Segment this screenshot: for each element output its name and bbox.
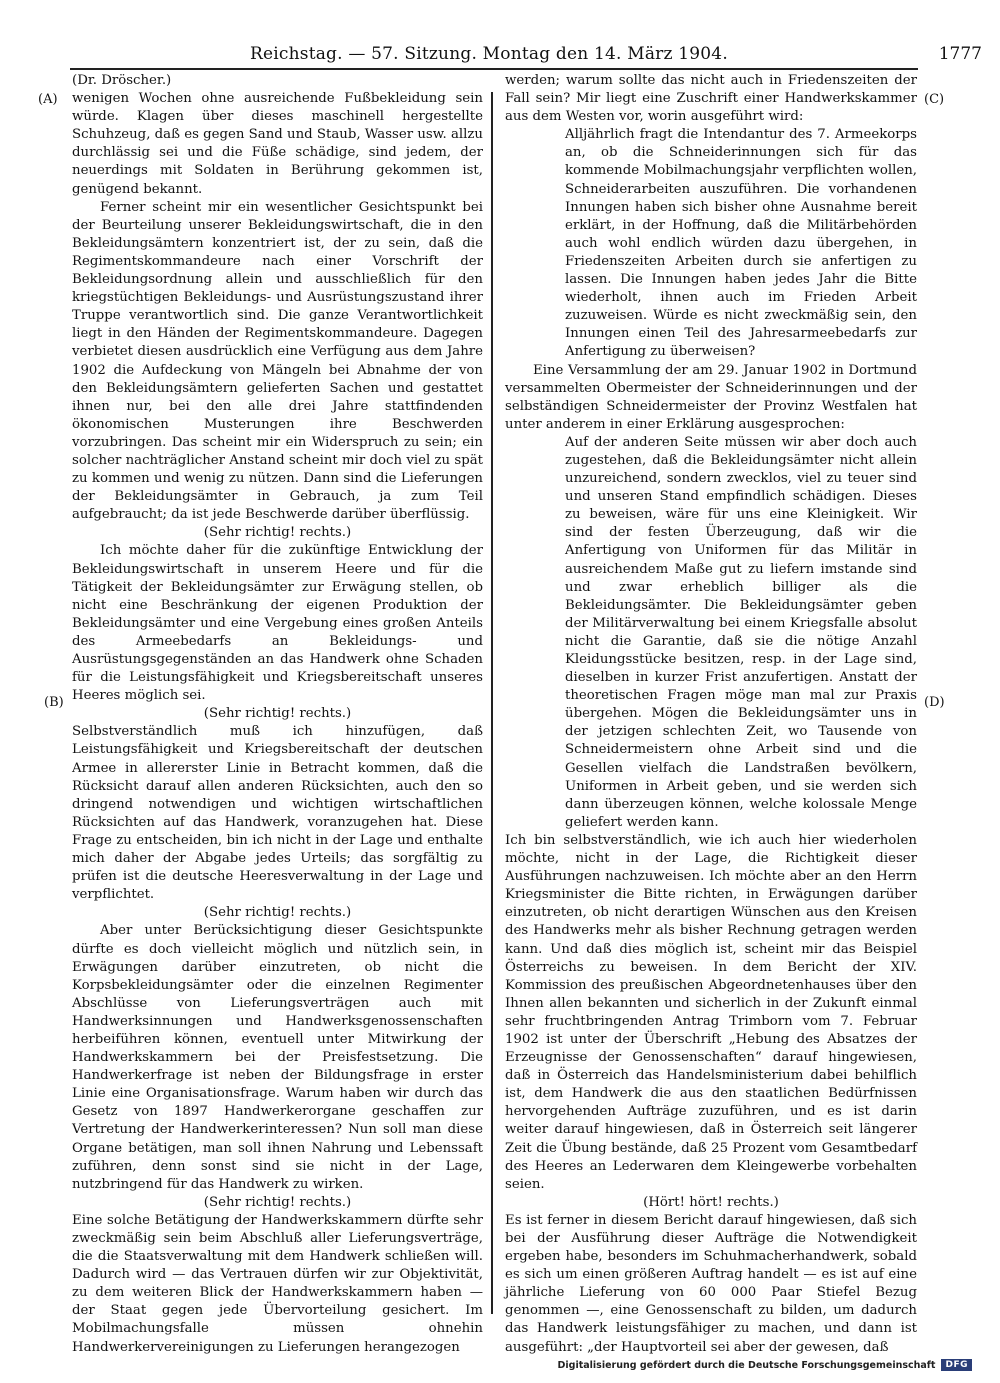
interjection: (Sehr richtig! rechts.) xyxy=(203,905,352,921)
margin-marker-c: (C) xyxy=(924,92,945,107)
margin-marker-d: (D) xyxy=(924,695,945,710)
paragraph: Eine solche Betätigung der Handwerkskammern dürfte sehr zweckmäßig sein beim Abschluß aller Lieferungsverträge, die die Staatsverwaltung mit dem Handwerk schließen will. Dadurch wird — das Vertrauen dürfen wir zur Objektivität, zu dem weiteren Blick der Handwerkskammern haben — der Staat gegen jede Übervorteilung gesichert. Im Mobilmachungsfalle müssen ohnehin Handwerkervereinigungen zu Lieferungen herangezogen xyxy=(72,1212,483,1355)
paragraph: Eine Versammlung der am 29. Januar 1902 in Dortmund versammelten Obermeister der Schneiderinnungen und der selbständigen Schneidermeister der Provinz Westfalen hat unter anderem in einer Erklärung ausgesprochen: xyxy=(505,362,917,432)
footer xyxy=(558,1359,973,1371)
paragraph: Selbstverständlich muß ich hinzufügen, daß Leistungsfähigkeit und Kriegsbereitschaft der deutschen Armee in allererster Linie in Betracht kommen, daß die Rücksicht darauf allen anderen Rücksichten, auch den so dringend notwendigen und wichtigen wirtschaftlichen Rücksichten auf das Handwerk, voranzugehen hat. Diese Frage zu entscheiden, bin ich nicht in der Lage und enthalte mich daher der Abgabe jedes Urteils; das sorgfältig zu prüfen ist die deutsche Heeresverwaltung in der Lage und verpflichtet. xyxy=(72,724,483,903)
margin-marker-b: (B) xyxy=(44,695,64,710)
dfg-logo[interactable]: DFG xyxy=(941,1359,972,1371)
header-rule xyxy=(70,68,918,70)
margin-marker-a: (A) xyxy=(38,92,58,107)
column-divider xyxy=(491,92,493,1314)
footer-text: Digitalisierung gefördert durch die Deutsche Forschungsgemeinschaft xyxy=(557,1359,936,1371)
right-column xyxy=(505,72,917,1357)
paragraph: werden; warum sollte das nicht auch in Friedenszeiten der Fall sein? Mir liegt eine Zuschrift einer Handwerkskammer aus dem Westen vor, worin ausgeführt wird: xyxy=(505,73,917,125)
paragraph: Ich bin selbstverständlich, wie ich auch hier wiederholen möchte, nicht in der Lage, die Richtigkeit dieser Ausführungen nachzuweisen. Ich möchte aber an den Herrn Kriegsminister die Bitte richten, in Erwägungen darüber einzutreten, ob nicht derartigen Wünschen aus den Kreisen des Handwerks mehr als bisher Rechnung getragen werden kann. Und daß dies möglich ist, scheint mir das Beispiel Österreichs zu beweisen. In dem Bericht der XIV. Kommission des preußischen Abgeordnetenhauses über den Ihnen allen bekannten und sicherlich in der Zukunft einmal sehr fruchtbringenden Antrag Trimborn vom 7. Februar 1902 ist unter der Überschrift „Hebung des Absatzes der Erzeugnisse der Genossenschaften“ darauf hingewiesen, daß in Österreich das Handelsministerium dabei behilflich ist, dem Handwerk die aus den staatlichen Bedürfnissen hervorgehenden Aufträge zuzuführen, und es ist darin weiter darauf hingewiesen, daß in Österreich seit längerer Zeit die Übung bestände, daß 25 Prozent vom Gesamtbedarf des Heeres an Lederwaren dem Kleingewerbe vorbehalten seien. xyxy=(505,832,917,1192)
quotation: Alljährlich fragt die Intendantur des 7. Armeekorps an, ob die Schneiderinnungen sich für das kommende Mobilmachungsjahr verpflichten wollen, Schneiderarbeiten auszuführen. Die vorhandenen Innungen haben sich bisher ohne Ausnahme bereit erklärt, in der Hoffnung, daß die Militärbehörden auch wohl endlich würden dazu übergehen, in Friedenszeiten Arbeiten durch sie anfertigen zu lassen. Die Innungen haben jedes Jahr die Bitte wiederholt, ihnen auch im Frieden Arbeit zuzuweisen. Würde es nicht zweckmäßig sein, den Innungen einen Teil des Jahresarmeebedarfs zur Anfertigung zu überweisen? xyxy=(565,127,917,360)
paragraph: Ich möchte daher für die zukünftige Entwicklung der Bekleidungswirtschaft in unserem Heere und für die Tätigkeit der Bekleidungsämter zur Erwägung stellen, ob nicht eine Beschränkung der eigenen Produktion der Bekleidungsämter und eine Vergebung eines großen Anteils des Armeebedarfs an Bekleidungs- und Ausrüstungsgegenständen an das Handwerk ohne Schaden für die Leistungsfähigkeit und Kriegsbereitschaft unseres Heeres möglich sei. xyxy=(72,543,483,704)
paragraph: Aber unter Berücksichtigung dieser Gesichtspunkte dürfte es doch vielleicht möglich und nützlich sein, in Erwägungen darüber einzutreten, ob nicht die Korpsbekleidungsämter oder die einzelnen Regimenter Abschlüsse von Lieferungsverträgen auch mit Handwerksinnungen und Handwerksgenossenschaften herbeiführen können, eventuell unter Mitwirkung der Handwerkskammern bei der Preisfestsetzung. Die Handwerkerfrage ist neben der Bildungsfrage in erster Linie eine Organisationsfrage. Warum haben wir durch das Gesetz von 1897 Handwerkerorgane geschaffen zur Vertretung der Handwerkerinteressen? Nun soll man diese Organe betätigen, man soll ihnen Nahrung und Lebenssaft zuführen, denn sonst sind sie nicht in der Lage, nutzbringend für das Handwerk zu wirken. xyxy=(72,923,483,1192)
page-header xyxy=(70,42,982,66)
paragraph: wenigen Wochen ohne ausreichende Fußbekleidung sein würde. Klagen über dieses maschinell hergestellte Schuhzeug, daß es gegen Sand und Staub, Wasser usw. allzu durchlässig sei und die Füße schädige, sind jedem, der neuerdings mit Soldaten in Berührung gekommen ist, genügend bekannt. xyxy=(72,91,483,197)
interjection: (Sehr richtig! rechts.) xyxy=(203,706,352,722)
interjection: (Hört! hört! rechts.) xyxy=(643,1194,779,1210)
paragraph: Ferner scheint mir ein wesentlicher Gesichtspunkt bei der Beurteilung unserer Bekleidungswirtschaft, die in den Bekleidungsämtern konzentriert ist, der zu sein, daß die Regimentskommandeure nach einer Vorschrift der Bekleidungsordnung allein und ausschließlich für den kriegstüchtigen Bekleidungs- und Ausrüstungszustand ihrer Truppe verantwortlich sind. Die ganze Verantwortlichkeit liegt in den Händen der Regimentskommandeure. Dagegen verbietet diesen ausdrücklich eine Verfügung aus dem Jahre 1902 die Aufdeckung von Mängeln bei Abnahme der von den Bekleidungsämtern gelieferten Sachen und gestattet ihnen nur, bei den alle drei Jahre stattfindenden ökonomischen Musterungen ihre Beschwerden vorzubringen. Das scheint mir ein Widerspruch zu sein; ein solcher nachträglicher Anstand scheint mir doch viel zu spät zu kommen und wenig zu nützen. Dann sind die Lieferungen der Bekleidungsämter in Gebrauch, ja zum Teil aufgebraucht; da ist jede Beschwerde darüber überflüssig. xyxy=(72,199,483,523)
speaker-label: (Dr. Dröscher.) xyxy=(72,73,172,88)
interjection: (Sehr richtig! rechts.) xyxy=(203,1194,352,1210)
interjection: (Sehr richtig! rechts.) xyxy=(203,525,352,541)
page-number: 1777 xyxy=(938,44,982,64)
paragraph: Es ist ferner in diesem Bericht darauf hingewiesen, daß sich bei der Ausführung dieser Aufträge die Notwendigkeit ergeben habe, besonders im Schuhmacherhandwerk, sobald es sich um einen größeren Auftrag handelt — es ist auf eine jährliche Lieferung von 60 000 Paar Stiefel Bezug genommen —, eine Genossenschaft zu bilden, um dadurch das Handwerk leistungsfähiger zu machen, und dann ist ausgeführt: „der Hauptvorteil sei aber der gewesen, daß xyxy=(505,1212,917,1355)
quotation: Auf der anderen Seite müssen wir aber doch auch zugestehen, daß die Bekleidungsämter nicht allein unzureichend, sondern zwecklos, viel zu teuer sind und unseren Stand empfindlich schädigen. Dieses zu beweisen, wäre für uns eine Kleinigkeit. Wir sind der festen Überzeugung, daß wir die Anfertigung von Uniformen für das Militär in ausreichendem Maße gut zu liefern imstande sind und zwar erheblich billiger als die Bekleidungsämter. Die Bekleidungsämter geben der Militärverwaltung bei einem Kriegsfalle absolut nicht die Garantie, daß sie die nötige Anzahl Kleidungsstücke besitzen, resp. in der Lage sind, dieselben in kurzer Frist anzufertigen. Anstatt der theoretischen Fragen möge man mal zur Praxis übergehen. Mögen die Bekleidungsämter uns in der jetzigen schlechten Zeit, wo Tausende von Schneidermeistern ohne Arbeit sind und die Gesellen vielfach die Landstraßen bevölkern, Uniformen in Arbeit geben, und sie werden sich dann überzeugen können, welche kolossale Menge geliefert werden kann. xyxy=(565,434,917,830)
left-column xyxy=(72,72,483,1357)
running-title: Reichstag. — 57. Sitzung. Montag den 14. März 1904. xyxy=(250,44,728,64)
